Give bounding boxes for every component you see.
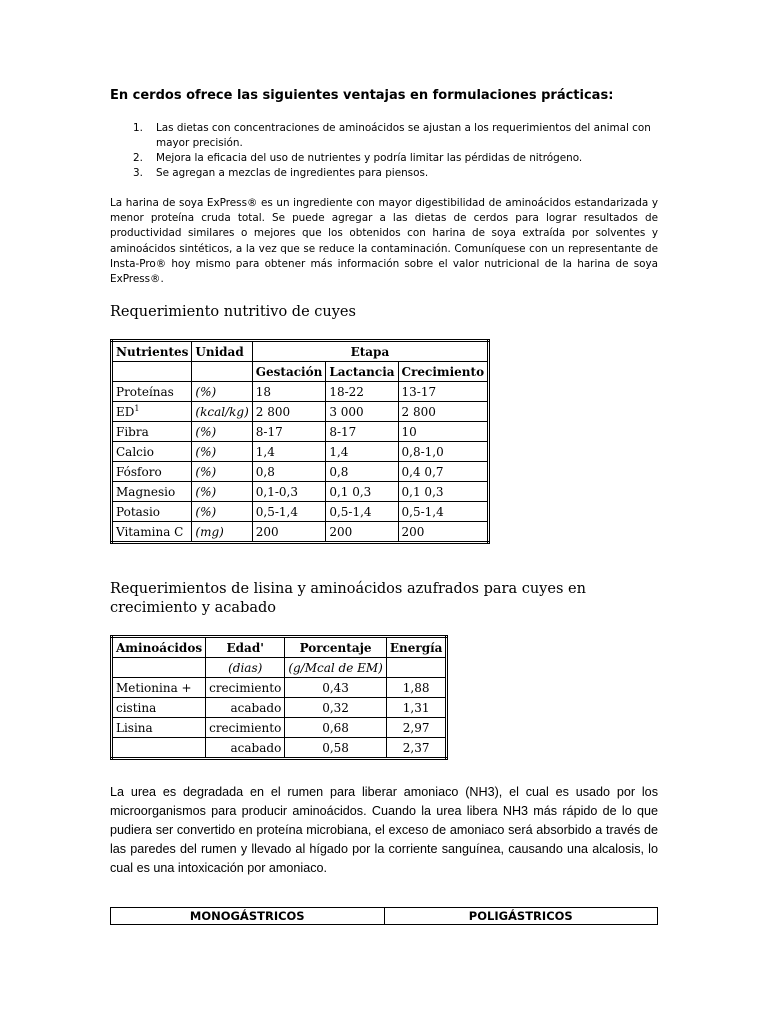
header-unidad: Unidad: [192, 341, 252, 362]
nutrient-unit: (mg): [192, 522, 252, 543]
nutrient-name: Vitamina C: [112, 522, 192, 543]
list-item: 3. Se agregan a mezclas de ingredientes para piensos.: [133, 167, 429, 179]
table-row: [112, 698, 447, 718]
value-crecimiento: 10: [398, 422, 489, 442]
header-edad: Edad': [206, 637, 285, 658]
table-row: [112, 502, 489, 522]
nutrient-name: Fibra: [112, 422, 192, 442]
table-row: [112, 718, 447, 738]
amino-name: [112, 738, 206, 759]
nutrient-unit: (%): [192, 382, 252, 402]
amino-name: cistina: [112, 698, 206, 718]
value-lactancia: 3 000: [326, 402, 398, 422]
nutrient-name: Calcio: [112, 442, 192, 462]
nutrient-name: Magnesio: [112, 482, 192, 502]
value-crecimiento: 0,8-1,0: [398, 442, 489, 462]
nutrient-unit: (%): [192, 482, 252, 502]
amino-porcentaje: 0,68: [285, 718, 387, 738]
header-poligastricos: POLIGÁSTRICOS: [384, 908, 658, 925]
value-gestacion: 1,4: [252, 442, 326, 462]
value-lactancia: 1,4: [326, 442, 398, 462]
amino-porcentaje: 0,32: [285, 698, 387, 718]
table2-title-line1: Requerimientos de lisina y aminoácidos azufrados para cuyes en: [110, 581, 586, 597]
value-lactancia: 0,5-1,4: [326, 502, 398, 522]
table2-title-line2: crecimiento y acabado: [110, 600, 277, 616]
advantages-list: [110, 121, 658, 181]
table-row: [112, 422, 489, 442]
header-lactancia: Lactancia: [326, 362, 398, 382]
value-lactancia: 0,1 0,3: [326, 482, 398, 502]
header-porcentaje: Porcentaje: [285, 637, 387, 658]
table-row: [112, 738, 447, 759]
urea-paragraph: La urea es degradada en el rumen para liberar amoniaco (NH3), el cual es usado por los microorganismos para producir aminoácidos. Cuando la urea libera NH3 más rápido de lo que pudiera ser convertido en proteína microbiana, el exceso de amoniaco será absorbido a través de las paredes del rumen y llevado al hígado por la corriente sanguínea, causando una alcalosis, lo cual es una intoxicación por amoniaco.: [110, 785, 658, 875]
amino-edad: acabado: [206, 738, 285, 759]
table-row: [112, 442, 489, 462]
value-gestacion: 8-17: [252, 422, 326, 442]
amino-energia: 2,37: [386, 738, 447, 759]
nutrient-name: $ED^1$: [112, 402, 192, 422]
header-monogastricos: MONOGÁSTRICOS: [111, 908, 385, 925]
value-lactancia: 18-22: [326, 382, 398, 402]
value-crecimiento: 0,5-1,4: [398, 502, 489, 522]
amino-energia: 1,31: [386, 698, 447, 718]
nutrient-name: Potasio: [112, 502, 192, 522]
nutrient-table: [110, 339, 490, 544]
nutrient-unit: (%): [192, 442, 252, 462]
intro-heading: En cerdos ofrece las siguientes ventajas en formulaciones prácticas:: [110, 88, 614, 103]
value-crecimiento: 13-17: [398, 382, 489, 402]
header-aminoacidos: Aminoácidos: [112, 637, 206, 658]
amino-edad: crecimiento: [206, 718, 285, 738]
value-gestacion: 0,1-0,3: [252, 482, 326, 502]
table-row: [112, 382, 489, 402]
header-gestacion: Gestación: [252, 362, 326, 382]
value-gestacion: 18: [252, 382, 326, 402]
value-gestacion: 0,5-1,4: [252, 502, 326, 522]
intro-paragraph: La harina de soya ExPress® es un ingrediente con mayor digestibilidad de aminoácidos estandarizada y menor proteína cruda total. Se puede agregar a las dietas de cerdos para lograr resultados de productividad similares o mejores que los obtenidos con harina de soya extraída por solventes y aminoácidos sintéticos, a la vez que se reduce la contaminación. Comuníquese con un representante de Insta-Pro® hoy mismo para obtener más información sobre el valor nutricional de la harina de soya ExPress®.: [110, 197, 658, 286]
table-row: [112, 678, 447, 698]
table-row: [112, 522, 489, 543]
amino-energia: 2,97: [386, 718, 447, 738]
header-energia: Energía: [386, 637, 447, 658]
value-crecimiento: 0,4 0,7: [398, 462, 489, 482]
value-lactancia: 0,8: [326, 462, 398, 482]
amino-edad: crecimiento: [206, 678, 285, 698]
compare-table: [110, 907, 658, 925]
amino-energia: 1,88: [386, 678, 447, 698]
table-row: [112, 482, 489, 502]
amino-name: Metionina +: [112, 678, 206, 698]
header-etapa: Etapa: [252, 341, 488, 362]
list-item: 1. Las dietas con concentraciones de aminoácidos se ajustan a los requerimientos del animal con mayor precisión.: [133, 122, 651, 149]
nutrient-name: Fósforo: [112, 462, 192, 482]
nutrient-unit: (%): [192, 422, 252, 442]
nutrient-unit: (%): [192, 462, 252, 482]
list-item: 2. Mejora la eficacia del uso de nutrientes y podría limitar las pérdidas de nitrógeno.: [133, 152, 583, 164]
amino-table: [110, 635, 448, 760]
value-gestacion: 200: [252, 522, 326, 543]
amino-porcentaje: 0,43: [285, 678, 387, 698]
value-crecimiento: 200: [398, 522, 489, 543]
table2-title: [110, 580, 658, 618]
header-nutrientes: Nutrientes: [112, 341, 192, 362]
amino-edad: acabado: [206, 698, 285, 718]
subheader-dias: (dias): [206, 658, 285, 678]
value-gestacion: 0,8: [252, 462, 326, 482]
value-crecimiento: 0,1 0,3: [398, 482, 489, 502]
table-row: [112, 462, 489, 482]
value-crecimiento: 2 800: [398, 402, 489, 422]
nutrient-unit: (kcal/kg): [192, 402, 252, 422]
nutrient-unit: (%): [192, 502, 252, 522]
subheader-gmcal: (g/Mcal de EM): [285, 658, 387, 678]
amino-name: Lisina: [112, 718, 206, 738]
value-lactancia: 200: [326, 522, 398, 543]
header-crecimiento: Crecimiento: [398, 362, 489, 382]
nutrient-name: Proteínas: [112, 382, 192, 402]
value-gestacion: 2 800: [252, 402, 326, 422]
table-row: [112, 402, 489, 422]
value-lactancia: 8-17: [326, 422, 398, 442]
amino-porcentaje: 0,58: [285, 738, 387, 759]
table1-title: Requerimiento nutritivo de cuyes: [110, 304, 356, 320]
